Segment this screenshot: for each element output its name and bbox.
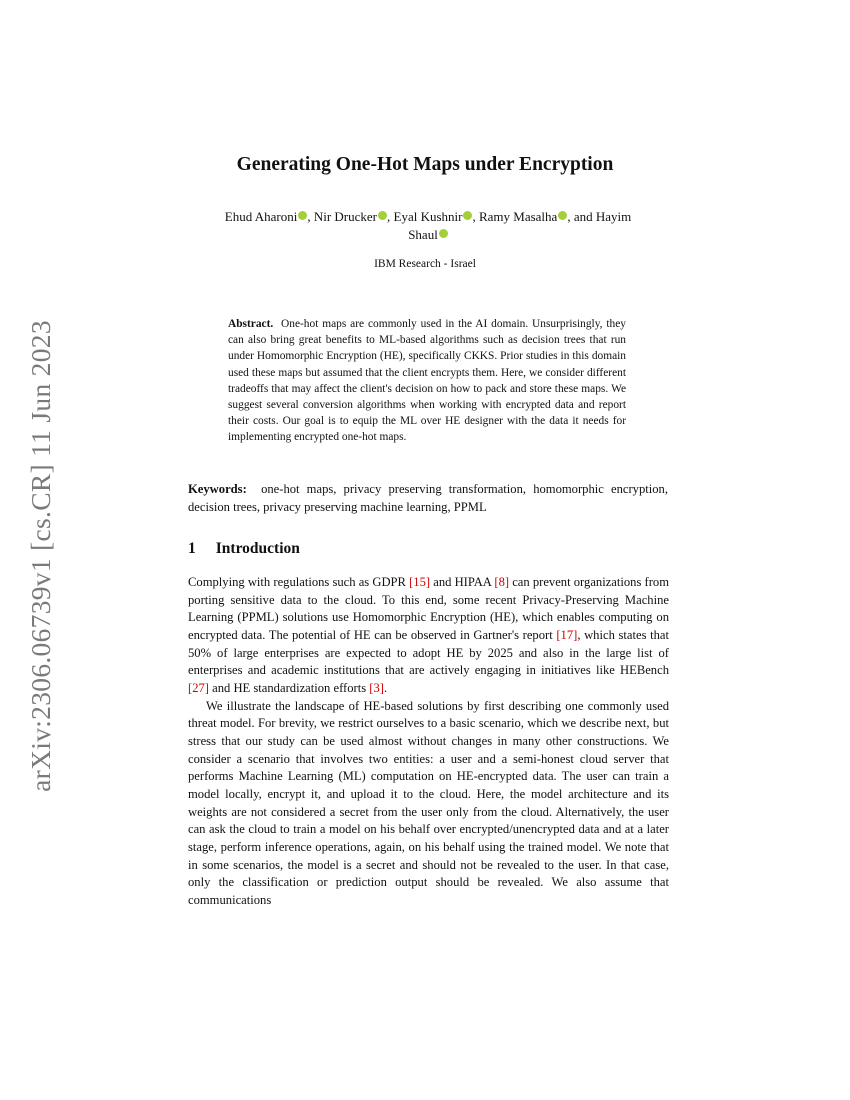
citation-link[interactable]: [17] xyxy=(556,627,578,642)
citation-link[interactable]: [3] xyxy=(369,680,384,695)
abstract-text: One-hot maps are commonly used in the AI domain. Unsurprisingly, they can also bring great benefits to ML-based algorithms such as decision trees that run under Homomorphic Encryption (HE), specifically CKKS. Prior studies in this domain used these maps but assumed that the client encrypts them. Here, we consider different tradeoffs that may affect the client's decision on how to pack and store these maps. We suggest several conversion algorithms when working with encrypted data and report their costs. Our goal is to equip the ML over HE designer with the data it needs for implementing encrypted one-hot maps. xyxy=(228,318,627,444)
keywords xyxy=(188,481,668,516)
author-list: Ehud Aharoni , Nir Drucker , Eyal Kushnir , Ramy Masalha , and Hayim Shaul xyxy=(224,209,632,242)
body-text xyxy=(188,574,669,909)
section-number: 1 xyxy=(188,540,196,557)
orcid-icon[interactable] xyxy=(439,229,448,238)
citation-link[interactable]: [15] xyxy=(409,575,431,589)
paragraph: We illustrate the landscape of HE-based solutions by first describing one commonly used threat model. For brevity, we restrict ourselves to a basic scenario, which we describe next, but stress that our study can be used almost without changes in many other constructions. We consider a scenario that involves two entities: a user and a semi-honest cloud server that performs Machine Learning (ML) computation on HE-encrypted data. The user can train a model locally, encrypt it, and upload it to the cloud. Here, the model architecture and its weights are not considered a secret from the user only from the cloud. Alternatively, the user can ask the cloud to train a model on his behalf over encrypted/unencrypted data and at a later stage, perform inference operations, again, on his behalf using the trained model. We note that in some scenarios, the model is a secret and should not be revealed to the user. In that case, only the classification or prediction output should be revealed. We also assume that communications xyxy=(188,698,669,907)
author-name: Nir Drucker xyxy=(313,209,377,224)
keywords-label: Keywords: xyxy=(188,482,247,496)
citation-link[interactable]: [27] xyxy=(188,680,209,695)
paragraph: Complying with regulations such as GDPR [15] and HIPAA [8] can prevent organizations from porting sensitive data to the cloud. To this end, some recent Privacy-Preserving Machine Learning (PPML) solutions use Homomorphic Encryption (HE), which enables computing on encrypted data. The potential of HE can be observed in Gartner's report [17], which states that 50% of large enterprises are expected to adopt HE by 2025 and also in the large list of enterprises and academic institutions that are actively engaging in initiatives like HEBench [27] and HE standardization efforts [3]. xyxy=(188,575,670,695)
abstract xyxy=(228,316,626,446)
orcid-icon[interactable] xyxy=(298,211,307,220)
keywords-text: one-hot maps, privacy preserving transformation, homomorphic encryption, decision trees, privacy preserving machine learning, PPML xyxy=(188,482,668,514)
author-name: Shaul xyxy=(408,227,438,242)
orcid-icon[interactable] xyxy=(378,211,387,220)
author-name: Ehud Aharoni xyxy=(224,209,298,224)
author-name: Ramy Masalha xyxy=(478,209,558,224)
citation-link[interactable]: [8] xyxy=(494,575,510,589)
affiliation: IBM Research - Israel xyxy=(374,258,476,270)
author-name: Eyal Kushnir xyxy=(393,209,463,224)
paper-title: Generating One-Hot Maps under Encryption xyxy=(236,154,614,175)
section-title: Introduction xyxy=(215,540,300,557)
orcid-icon[interactable] xyxy=(558,211,567,220)
arxiv-identifier: arXiv:2306.06739v1 [cs.CR] 11 Jun 2023 xyxy=(25,320,56,792)
abstract-label: Abstract. xyxy=(228,318,274,330)
author-name: Hayim xyxy=(595,209,632,224)
section-heading xyxy=(188,540,300,558)
